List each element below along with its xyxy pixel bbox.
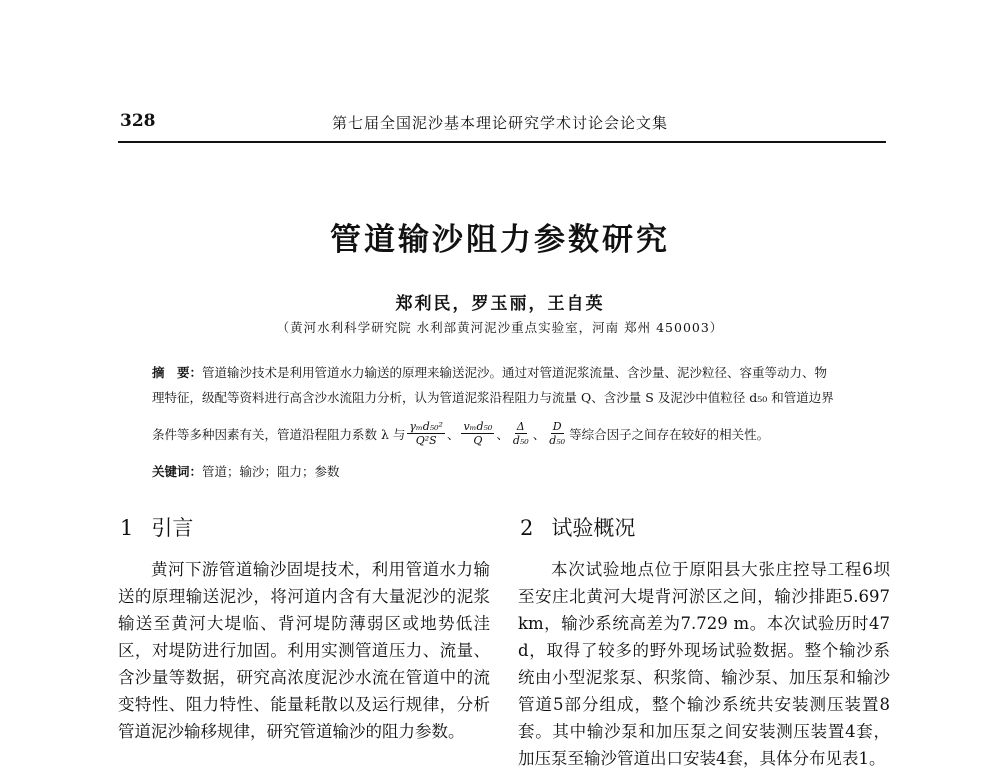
fraction-2 xyxy=(461,420,494,447)
section-1-number: 1 xyxy=(120,516,134,540)
abstract-line-3 xyxy=(152,420,872,447)
section-2-number: 2 xyxy=(520,516,534,540)
section-1-heading xyxy=(120,512,193,542)
separator: 、 xyxy=(446,426,460,442)
fraction-2-numerator: vₘd₅₀ xyxy=(463,420,493,433)
separator: 、 xyxy=(532,426,546,442)
keywords-text: 管道；输沙；阻力；参数 xyxy=(202,464,340,479)
abstract-label: 摘 要： xyxy=(152,365,203,380)
fraction-2-denominator: Q xyxy=(473,434,483,447)
fraction-3-numerator: Δ xyxy=(516,420,525,433)
header-rule xyxy=(118,141,886,143)
section-1-paragraph: 黄河下游管道输沙固堤技术，利用管道水力输送的原理输送泥沙，将河道内含有大量泥沙的泥浆输送至黄河大堤临、背河堤防薄弱区或地势低洼区，对堤防进行加固。利用实测管道压力、流量、含沙量等数据，研究高浓度泥沙水流在管道中的流变特性、阻力特性、能量耗散以及运行规律，分析管道泥沙输移规律，研究管道输沙的阻力参数。 xyxy=(118,560,490,741)
abstract-text-3a: 条件等多种因素有关，管道沿程阻力系数 λ 与 xyxy=(152,426,406,442)
fraction-3 xyxy=(511,420,531,447)
keywords xyxy=(152,462,340,480)
abstract-line-2: 理特征，级配等资料进行高含沙水流阻力分析，认为管道泥浆沿程阻力与流量 Q、含沙量 S 及泥沙中值粒径 d₅₀ 和管道边界 xyxy=(152,390,834,405)
fraction-1-numerator: γₘd₅₀² xyxy=(409,420,443,433)
section-2-title: 试验概况 xyxy=(551,516,636,540)
page-number: 328 xyxy=(120,111,156,131)
running-header: 第七届全国泥沙基本理论研究学术讨论会论文集 xyxy=(331,114,668,132)
separator: 、 xyxy=(496,426,509,442)
paper-authors: 郑利民，罗玉丽，王自英 xyxy=(395,294,605,314)
section-2-body xyxy=(518,556,890,772)
abstract-text-3b: 等综合因子之间存在较好的相关性。 xyxy=(569,426,770,442)
keywords-label: 关键词： xyxy=(152,464,203,479)
fraction-4 xyxy=(547,420,567,447)
fraction-4-denominator: d₅₀ xyxy=(549,434,566,447)
fraction-1 xyxy=(407,420,445,447)
paper-title: 管道输沙阻力参数研究 xyxy=(330,222,670,258)
fraction-3-denominator: d₅₀ xyxy=(512,434,529,447)
abstract xyxy=(152,360,872,410)
paper-affiliation: （黄河水利科学研究院 水利部黄河泥沙重点实验室，河南 郑州 450003） xyxy=(276,320,724,335)
abstract-line-1 xyxy=(152,360,872,385)
section-2-heading xyxy=(520,512,635,542)
section-1-body xyxy=(118,556,490,745)
section-1-title: 引言 xyxy=(151,516,194,540)
fraction-4-numerator: D xyxy=(552,420,562,433)
abstract-text-1: 管道输沙技术是利用管道水力输送的原理来输送泥沙。通过对管道泥浆流量、含沙量、泥沙粒径、容重等动力、物 xyxy=(202,365,828,380)
fraction-1-denominator: Q²S xyxy=(415,434,437,447)
section-2-paragraph: 本次试验地点位于原阳县大张庄控导工程6坝至安庄北黄河大堤背河淤区之间，输沙排距5.697 km，输沙系统高差为7.729 m。本次试验历时47 d，取得了较多的野外现场试验数据。整个输沙系统由小型泥浆泵、积浆筒、输沙泵、加压泵和输沙管道5部分组成，整个输沙系统共安装测压装置8套。其中输沙泵和加压泵之间安装测压装置4套，加压泵至输沙管道出口安装4套，具体分布见表1。 xyxy=(518,560,890,768)
